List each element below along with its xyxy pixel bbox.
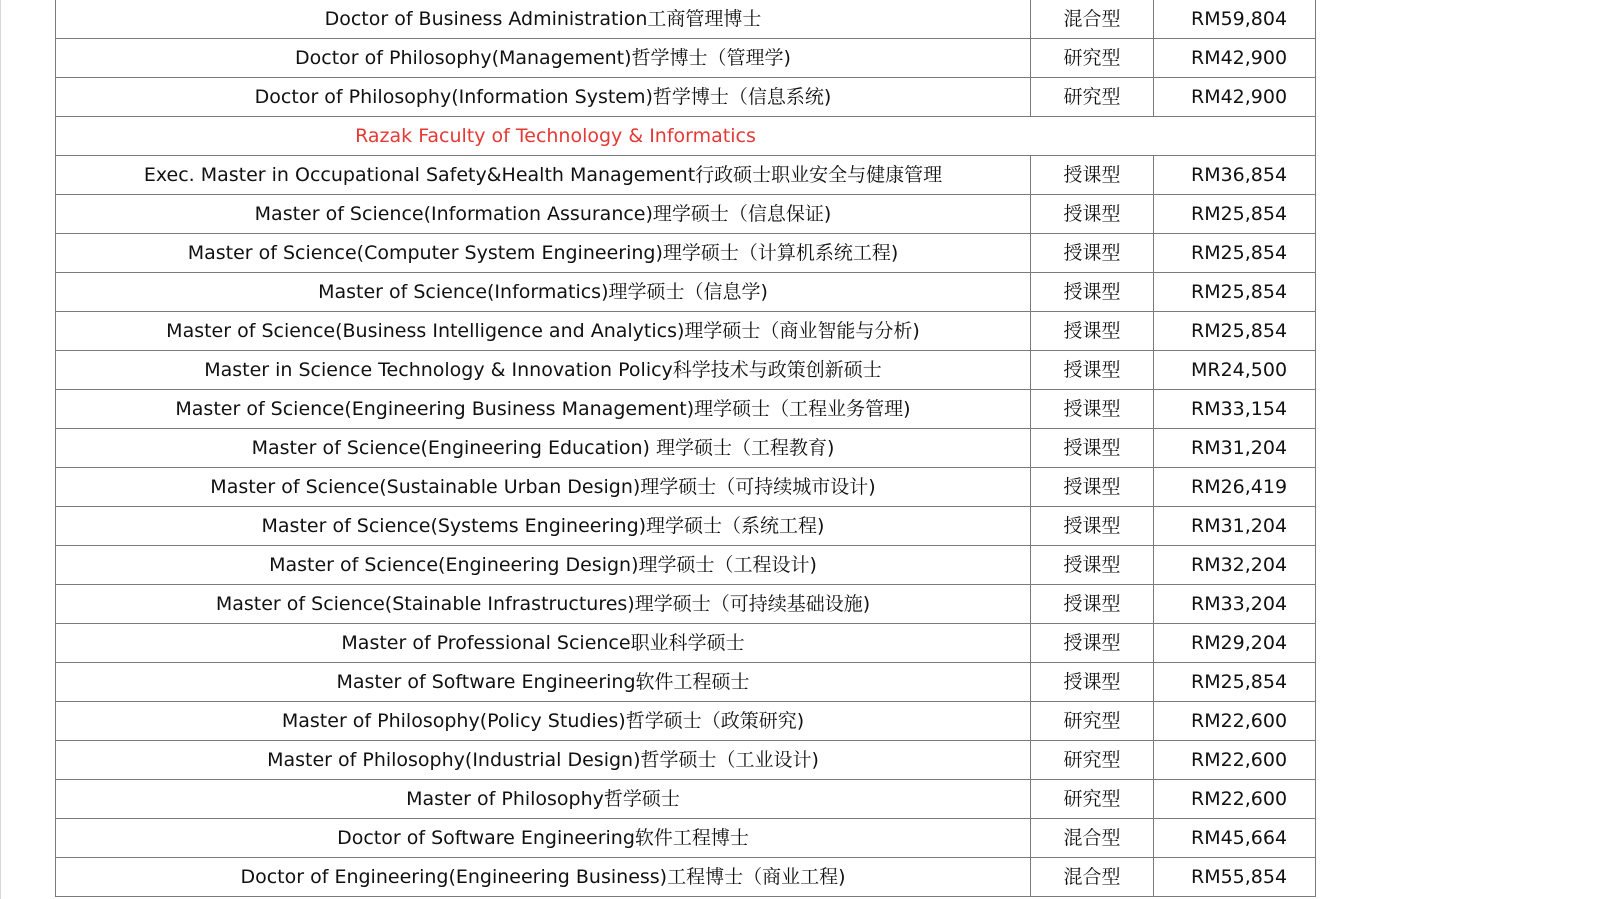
- tuition-fee-cell: RM31,204: [1154, 507, 1316, 546]
- table-row: [56, 351, 1316, 390]
- program-name-cell: Master of Science(Engineering Design)理学硕士（工程设计): [56, 546, 1031, 585]
- tuition-fee-cell: RM22,600: [1154, 741, 1316, 780]
- program-name-cell: Master of Science(Sustainable Urban Design)理学硕士（可持续城市设计): [56, 468, 1031, 507]
- program-name-cell: Master of Science(Informatics)理学硕士（信息学): [56, 273, 1031, 312]
- program-name-cell: Doctor of Software Engineering软件工程博士: [56, 819, 1031, 858]
- program-type-cell: 研究型: [1031, 39, 1154, 78]
- tuition-fee-cell: RM55,854: [1154, 858, 1316, 897]
- table-row: [56, 195, 1316, 234]
- tuition-fee-cell: RM59,804: [1154, 0, 1316, 39]
- tuition-fee-cell: RM25,854: [1154, 195, 1316, 234]
- table-row: [56, 78, 1316, 117]
- program-name-cell: Master of Philosophy哲学硕士: [56, 780, 1031, 819]
- program-type-cell: 研究型: [1031, 780, 1154, 819]
- tuition-fee-cell: RM33,154: [1154, 390, 1316, 429]
- program-type-cell: 授课型: [1031, 585, 1154, 624]
- program-name-cell: Master in Science Technology & Innovation Policy科学技术与政策创新硕士: [56, 351, 1031, 390]
- table-row: [56, 273, 1316, 312]
- tuition-fee-cell: RM29,204: [1154, 624, 1316, 663]
- table-row: [56, 234, 1316, 273]
- program-fee-table: [55, 0, 1316, 897]
- program-name-cell: Master of Science(Computer System Engineering)理学硕士（计算机系统工程): [56, 234, 1031, 273]
- tuition-fee-cell: RM25,854: [1154, 273, 1316, 312]
- tuition-fee-cell: RM45,664: [1154, 819, 1316, 858]
- table-row: [56, 429, 1316, 468]
- program-type-cell: 混合型: [1031, 858, 1154, 897]
- table-row: [56, 156, 1316, 195]
- tuition-fee-cell: RM22,600: [1154, 702, 1316, 741]
- program-type-cell: 授课型: [1031, 195, 1154, 234]
- program-name-cell: Master of Science(Information Assurance)理学硕士（信息保证): [56, 195, 1031, 234]
- program-name-cell: Master of Science(Engineering Education) 理学硕士（工程教育): [56, 429, 1031, 468]
- program-name-cell: Master of Science(Business Intelligence and Analytics)理学硕士（商业智能与分析): [56, 312, 1031, 351]
- program-name-cell: Doctor of Business Administration工商管理博士: [56, 0, 1031, 39]
- program-name-cell: Master of Philosophy(Policy Studies)哲学硕士（政策研究): [56, 702, 1031, 741]
- table-row: [56, 858, 1316, 897]
- tuition-fee-cell: RM26,419: [1154, 468, 1316, 507]
- section-header-row: [56, 117, 1316, 156]
- tuition-fee-cell: RM32,204: [1154, 546, 1316, 585]
- program-type-cell: 授课型: [1031, 351, 1154, 390]
- program-type-cell: 授课型: [1031, 663, 1154, 702]
- program-name-cell: Master of Philosophy(Industrial Design)哲学硕士（工业设计): [56, 741, 1031, 780]
- tuition-fee-cell: RM25,854: [1154, 312, 1316, 351]
- program-name-cell: Master of Software Engineering软件工程硕士: [56, 663, 1031, 702]
- program-name-cell: Master of Science(Engineering Business Management)理学硕士（工程业务管理): [56, 390, 1031, 429]
- program-type-cell: 授课型: [1031, 507, 1154, 546]
- program-type-cell: 授课型: [1031, 624, 1154, 663]
- page-edge: [0, 0, 1, 899]
- table-row: [56, 702, 1316, 741]
- section-header-label: Razak Faculty of Technology & Informatics: [56, 117, 1316, 156]
- program-type-cell: 授课型: [1031, 234, 1154, 273]
- tuition-fee-cell: RM36,854: [1154, 156, 1316, 195]
- program-type-cell: 授课型: [1031, 429, 1154, 468]
- table-row: [56, 39, 1316, 78]
- program-type-cell: 研究型: [1031, 78, 1154, 117]
- program-name-cell: Doctor of Engineering(Engineering Business)工程博士（商业工程): [56, 858, 1031, 897]
- table-row: [56, 819, 1316, 858]
- program-type-cell: 授课型: [1031, 273, 1154, 312]
- program-type-cell: 授课型: [1031, 156, 1154, 195]
- table-row: [56, 585, 1316, 624]
- table-row: [56, 390, 1316, 429]
- table-row: [56, 312, 1316, 351]
- program-type-cell: 混合型: [1031, 819, 1154, 858]
- tuition-fee-cell: RM42,900: [1154, 78, 1316, 117]
- table-row: [56, 624, 1316, 663]
- program-type-cell: 授课型: [1031, 312, 1154, 351]
- tuition-fee-cell: RM42,900: [1154, 39, 1316, 78]
- program-table-body: [56, 0, 1316, 897]
- program-type-cell: 混合型: [1031, 0, 1154, 39]
- program-type-cell: 授课型: [1031, 390, 1154, 429]
- program-name-cell: Master of Science(Systems Engineering)理学硕士（系统工程): [56, 507, 1031, 546]
- program-name-cell: Master of Science(Stainable Infrastructures)理学硕士（可持续基础设施): [56, 585, 1031, 624]
- tuition-fee-cell: RM31,204: [1154, 429, 1316, 468]
- table-row: [56, 663, 1316, 702]
- program-type-cell: 研究型: [1031, 702, 1154, 741]
- table-row: [56, 546, 1316, 585]
- program-type-cell: 授课型: [1031, 546, 1154, 585]
- program-type-cell: 研究型: [1031, 741, 1154, 780]
- program-name-cell: Doctor of Philosophy(Management)哲学博士（管理学): [56, 39, 1031, 78]
- table-row: [56, 507, 1316, 546]
- tuition-fee-cell: MR24,500: [1154, 351, 1316, 390]
- program-name-cell: Doctor of Philosophy(Information System)哲学博士（信息系统): [56, 78, 1031, 117]
- program-name-cell: Exec. Master in Occupational Safety&Health Management行政硕士职业安全与健康管理: [56, 156, 1031, 195]
- tuition-fee-cell: RM22,600: [1154, 780, 1316, 819]
- table-row: [56, 741, 1316, 780]
- tuition-fee-cell: RM25,854: [1154, 234, 1316, 273]
- table-row: [56, 780, 1316, 819]
- table-row: [56, 0, 1316, 39]
- tuition-fee-cell: RM25,854: [1154, 663, 1316, 702]
- table-row: [56, 468, 1316, 507]
- program-name-cell: Master of Professional Science职业科学硕士: [56, 624, 1031, 663]
- tuition-fee-cell: RM33,204: [1154, 585, 1316, 624]
- program-type-cell: 授课型: [1031, 468, 1154, 507]
